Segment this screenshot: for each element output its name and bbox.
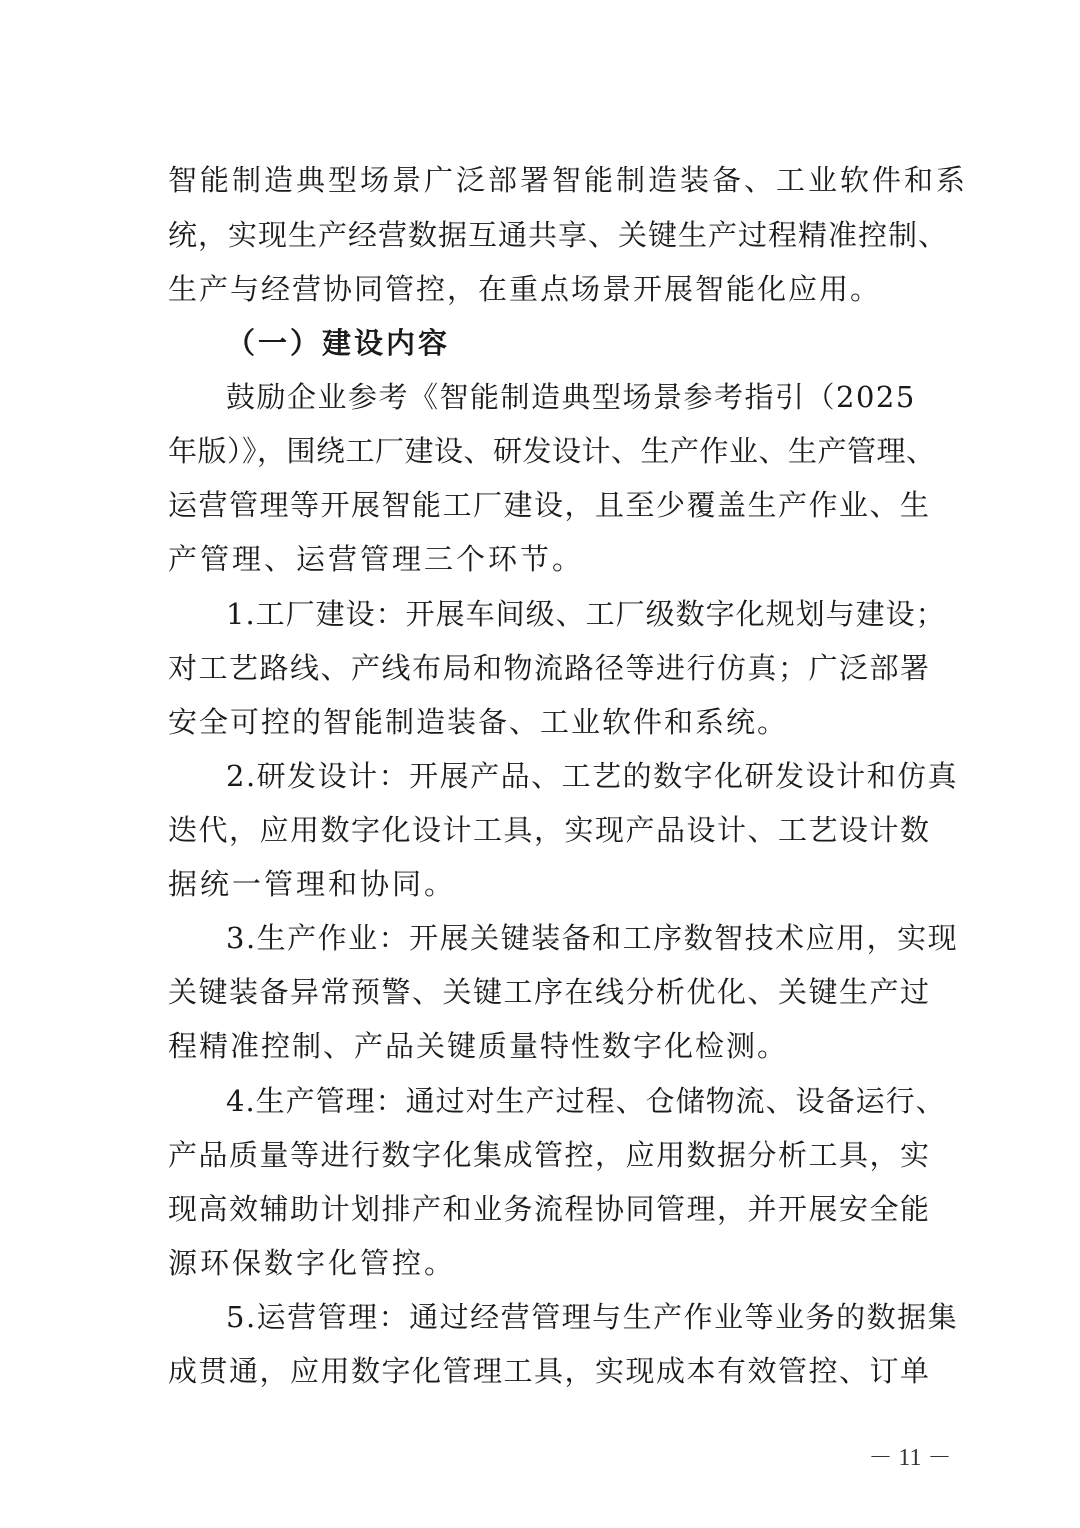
text-line: 对工艺路线、产线布局和物流路径等进行仿真；广泛部署 xyxy=(168,651,931,685)
text-line: 产品质量等进行数字化集成管控，应用数据分析工具，实 xyxy=(168,1138,931,1172)
list-item-factory: 1.工厂建设：开展车间级、工厂级数字化规划与建设； xyxy=(226,597,946,631)
text-line: 统，实现生产经营数据互通共享、关键生产过程精准控制、 xyxy=(168,218,949,252)
page-number: － 11 － xyxy=(868,1445,952,1471)
list-item-production: 3.生产作业：开展关键装备和工序数智技术应用，实现 xyxy=(226,921,959,955)
text-line: 源环保数字化管控。 xyxy=(168,1246,457,1280)
text-line: 成贯通，应用数字化管理工具，实现成本有效管控、订单 xyxy=(168,1354,931,1388)
list-item-operations: 5.运营管理：通过经营管理与生产作业等业务的数据集 xyxy=(226,1300,959,1334)
text-line: 智能制造典型场景广泛部署智能制造装备、工业软件和系 xyxy=(168,163,969,197)
text-line: 运营管理等开展智能工厂建设，且至少覆盖生产作业、生 xyxy=(168,488,931,522)
text-line: 鼓励企业参考《智能制造典型场景参考指引（2025 xyxy=(226,380,916,414)
text-line: 产管理、运营管理三个环节。 xyxy=(168,542,585,576)
text-line: 迭代，应用数字化设计工具，实现产品设计、工艺设计数 xyxy=(168,813,931,847)
text-line: 程精准控制、产品关键质量特性数字化检测。 xyxy=(168,1029,789,1063)
text-line: 年版）》，围绕工厂建设、研发设计、生产作业、生产管理、 xyxy=(168,434,936,468)
text-line: 生产与经营协同管控，在重点场景开展智能化应用。 xyxy=(168,272,882,306)
list-item-management: 4.生产管理：通过对生产过程、仓储物流、设备运行、 xyxy=(226,1084,946,1118)
list-item-rnd: 2.研发设计：开展产品、工艺的数字化研发设计和仿真 xyxy=(226,759,959,793)
text-line: 现高效辅助计划排产和业务流程协同管理，并开展安全能 xyxy=(168,1192,931,1226)
text-line: 据统一管理和协同。 xyxy=(168,867,457,901)
text-line: 安全可控的智能制造装备、工业软件和系统。 xyxy=(168,705,789,739)
section-heading: （一）建设内容 xyxy=(226,326,451,360)
text-line: 关键装备异常预警、关键工序在线分析优化、关键生产过 xyxy=(168,975,931,1009)
